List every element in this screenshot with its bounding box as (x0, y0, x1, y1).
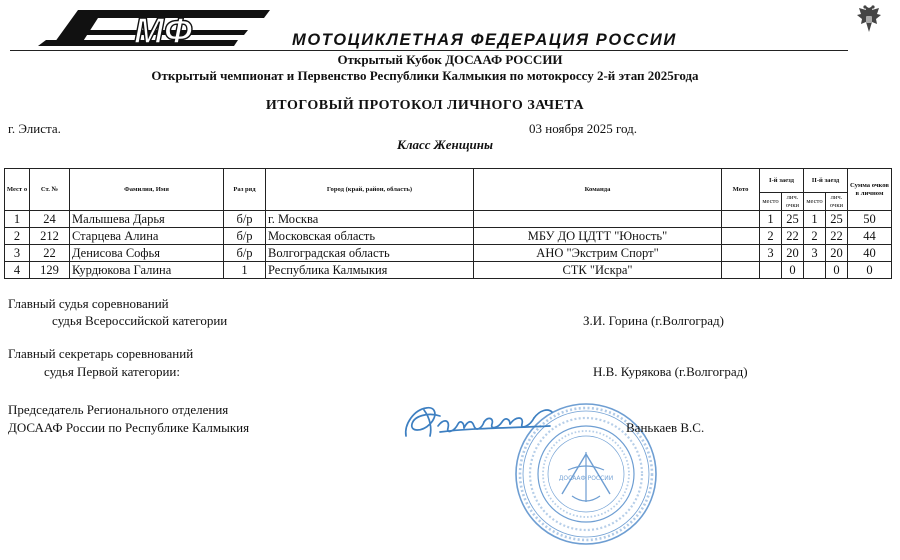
championship-title: Открытый чемпионат и Первенство Республики Калмыкия по мотокроссу 2-й этап 2025года (151, 68, 699, 83)
cell-rank: б/р (224, 245, 266, 262)
header-race1-place: место (760, 193, 782, 211)
cell-moto (722, 228, 760, 245)
cell-r2-points: 22 (826, 228, 848, 245)
protocol-title: ИТОГОВЫЙ ПРОТОКОЛ ЛИЧНОГО ЗАЧЕТА (265, 98, 585, 113)
class-title: Класс Женщины (397, 137, 493, 152)
chief-secretary-name: Н.В. Курякова (г.Волгоград) (593, 364, 748, 379)
cell-r1-points: 0 (782, 262, 804, 279)
cell-sum: 44 (848, 228, 892, 245)
cell-rank: б/р (224, 211, 266, 228)
header-city: Город (край, район, область) (266, 169, 474, 211)
cell-r1-place: 2 (760, 228, 782, 245)
table-row (5, 228, 892, 245)
cell-start-no: 22 (30, 245, 70, 262)
header-race2-place: место (804, 193, 826, 211)
table-row (5, 245, 892, 262)
cell-rank: 1 (224, 262, 266, 279)
eagle-emblem-icon (855, 4, 883, 36)
date: 03 ноября 2025 год. (529, 121, 638, 136)
header-moto: Мото (722, 169, 760, 211)
results-table (4, 168, 892, 279)
cell-r2-points: 25 (826, 211, 848, 228)
cell-team: МБУ ДО ЦДТТ "Юность" (474, 228, 722, 245)
chief-secretary-category: судья Первой категории: (44, 364, 181, 379)
cell-r1-points: 25 (782, 211, 804, 228)
cell-start-no: 24 (30, 211, 70, 228)
cell-moto (722, 245, 760, 262)
cell-place: 3 (5, 245, 30, 262)
cell-team (474, 211, 722, 228)
cell-r1-place: 1 (760, 211, 782, 228)
cell-city: г. Москва (266, 211, 474, 228)
cell-place: 2 (5, 228, 30, 245)
cell-sum: 40 (848, 245, 892, 262)
cell-place: 1 (5, 211, 30, 228)
cell-r1-points: 22 (782, 228, 804, 245)
cell-start-no: 212 (30, 228, 70, 245)
cell-r1-points: 20 (782, 245, 804, 262)
header-race2-points: лич. очки (826, 193, 848, 211)
cell-name: Малышева Дарья (70, 211, 224, 228)
cell-sum: 50 (848, 211, 892, 228)
cup-title: Открытый Кубок ДОСААФ РОССИИ (337, 52, 563, 67)
cell-city: Волгоградская область (266, 245, 474, 262)
chief-secretary-title: Главный секретарь соревнований (8, 346, 194, 361)
cell-r1-place: 3 (760, 245, 782, 262)
federation-logo (38, 6, 286, 50)
cell-name: Старцева Алина (70, 228, 224, 245)
chairman-line1: Председатель Регионального отделения (8, 402, 229, 417)
cell-sum: 0 (848, 262, 892, 279)
logo-letters: МФ (134, 10, 193, 50)
cell-r2-points: 20 (826, 245, 848, 262)
cell-r2-points: 0 (826, 262, 848, 279)
header-sum: Сумма очков в личном (848, 169, 892, 211)
federation-name: МОТОЦИКЛЕТНАЯ ФЕДЕРАЦИЯ РОССИИ (292, 31, 677, 49)
cell-name: Курдюкова Галина (70, 262, 224, 279)
cell-team: АНО "Экстрим Спорт" (474, 245, 722, 262)
header-place: Мест о (5, 169, 30, 211)
header-team: Команда (474, 169, 722, 211)
cell-city: Республика Калмыкия (266, 262, 474, 279)
chief-judge-category: судья Всероссийской категории (52, 313, 228, 328)
header-rank: Раз ряд (224, 169, 266, 211)
cell-rank: б/р (224, 228, 266, 245)
city: г. Элиста. (8, 121, 61, 136)
chairman-line2: ДОСААФ России по Республике Калмыкия (8, 420, 250, 435)
header-name: Фамилия, Имя (70, 169, 224, 211)
stamp-center-text: ДОСААФ РОССИИ (558, 475, 614, 482)
cell-team: СТК "Искра" (474, 262, 722, 279)
cell-name: Денисова Софья (70, 245, 224, 262)
cell-r2-place: 3 (804, 245, 826, 262)
header-rule (10, 50, 848, 51)
table-row (5, 211, 892, 228)
cell-r2-place (804, 262, 826, 279)
chief-judge-name: З.И. Горина (г.Волгоград) (583, 313, 724, 328)
cell-r2-place: 2 (804, 228, 826, 245)
chief-judge-title: Главный судья соревнований (8, 296, 169, 311)
cell-moto (722, 262, 760, 279)
cell-r1-place (760, 262, 782, 279)
cell-start-no: 129 (30, 262, 70, 279)
cell-moto (722, 211, 760, 228)
table-row (5, 262, 892, 279)
chairman-name: Ванькаев В.С. (626, 420, 705, 435)
cell-city: Московская область (266, 228, 474, 245)
header-start-no: Ст. № (30, 169, 70, 211)
header-race2: II-й заезд (804, 169, 848, 193)
signature-ink (400, 398, 560, 444)
header-race1: I-й заезд (760, 169, 804, 193)
header-race1-points: лич. очки (782, 193, 804, 211)
cell-place: 4 (5, 262, 30, 279)
cell-r2-place: 1 (804, 211, 826, 228)
